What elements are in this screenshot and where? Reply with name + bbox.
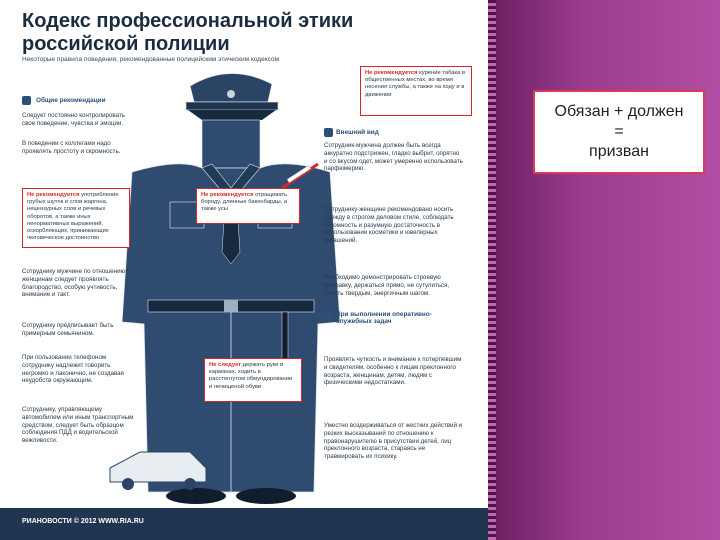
right-text-1: Сотрудник-мужчина должен быть всегда аккуратно подстрижен, гладко выбрит, опрятно и со вкусом одет, может умеренно использовать парфюмерию. xyxy=(324,142,463,173)
red-box-smoking: Не рекомендуется курение табака в общественных местах, во время несения службы, а также на ходу и в движении xyxy=(360,66,472,116)
definition-callout xyxy=(533,90,705,174)
general-section-icon xyxy=(22,96,31,105)
red-box-beard: Не рекомендуется отращивать бороду, длинные бакенбарды, а также усы xyxy=(196,188,300,224)
slide-background-panel xyxy=(490,0,720,540)
infographic-header xyxy=(0,0,488,72)
red-box-language: Не рекомендуется употребление грубых шуток и слов жаргона, нецензурных слов и речевых оборотов, а также иных ненормативных выражений, оскорбляющих, принижающих человеческое достоинство xyxy=(22,188,130,248)
left-text-6: Сотруднику, управляющему автомобилем или иным транспортным средством, следует быть образцом соблюдения ПДД и водительской вежливости. xyxy=(22,406,134,445)
infographic-footer xyxy=(0,508,488,540)
duty-section-icon xyxy=(324,310,333,319)
callout-line-1: Обязан + должен xyxy=(554,103,684,120)
infographic-title: Кодекс профессиональной этики российской полиции xyxy=(22,10,354,55)
decorative-stripe xyxy=(488,0,496,540)
appearance-section-icon xyxy=(324,128,333,137)
right-text-2: Сотруднику-женщине рекомендовано носить одежду в строгом деловом стиле, соблюдать скромность и разумную достаточность в использовании косметики и ювелирных украшений. xyxy=(324,206,454,245)
left-text-4: Сотруднику предписывает быть примерным семьянином. xyxy=(22,322,114,337)
left-text-5: При пользовании телефоном сотруднику надлежит говорить негромко и лаконично, не создавая неудобств окружающим. xyxy=(22,354,124,385)
right-text-4: Проявлять чуткость и внимание к потерпевшим и свидетелям, особенно к лицам преклонного возраста, женщинам, детям, людям с физическими недостатками. xyxy=(324,356,462,387)
infographic-body xyxy=(0,72,488,540)
duty-heading: При выполнении оперативно-служебных задач xyxy=(336,311,432,325)
left-text-2: В поведении с коллегами надо проявлять простоту и скромность. xyxy=(22,140,121,155)
right-text-5: Уместно воздерживаться от жестких действий и резких высказываний по отношению к правонарушителю в присутствии детей, лиц преклонного возраста, стараясь не травмировать их психику. xyxy=(324,422,463,461)
ria-novosti-footer: РИАНОВОСТИ © 2012 WWW.RIA.RU xyxy=(22,518,144,525)
left-text-3: Сотруднику мужчине по отношению к женщинам следует проявлять благородство, особую учтивость, внимание и такт. xyxy=(22,268,130,299)
callout-line-3: призван xyxy=(589,143,649,160)
red-box-hands: Не следует держать руки в карманах, ходить в расстегнутом обмундировании и нечищеной обуви xyxy=(204,358,302,402)
general-heading: Общие рекомендации xyxy=(36,97,106,104)
right-text-3: Необходимо демонстрировать строевую выправку, держаться прямо, не сутулиться, ходить твердым, энергичным шагом. xyxy=(324,274,450,297)
appearance-heading: Внешний вид xyxy=(336,129,379,136)
left-text-1: Следует постоянно контролировать свое поведение, чувства и эмоции. xyxy=(22,112,125,127)
callout-line-2: = xyxy=(614,123,624,140)
infographic-subtitle: Некоторые правила поведения, рекомендованные полицейским этическим кодексом xyxy=(22,56,280,63)
